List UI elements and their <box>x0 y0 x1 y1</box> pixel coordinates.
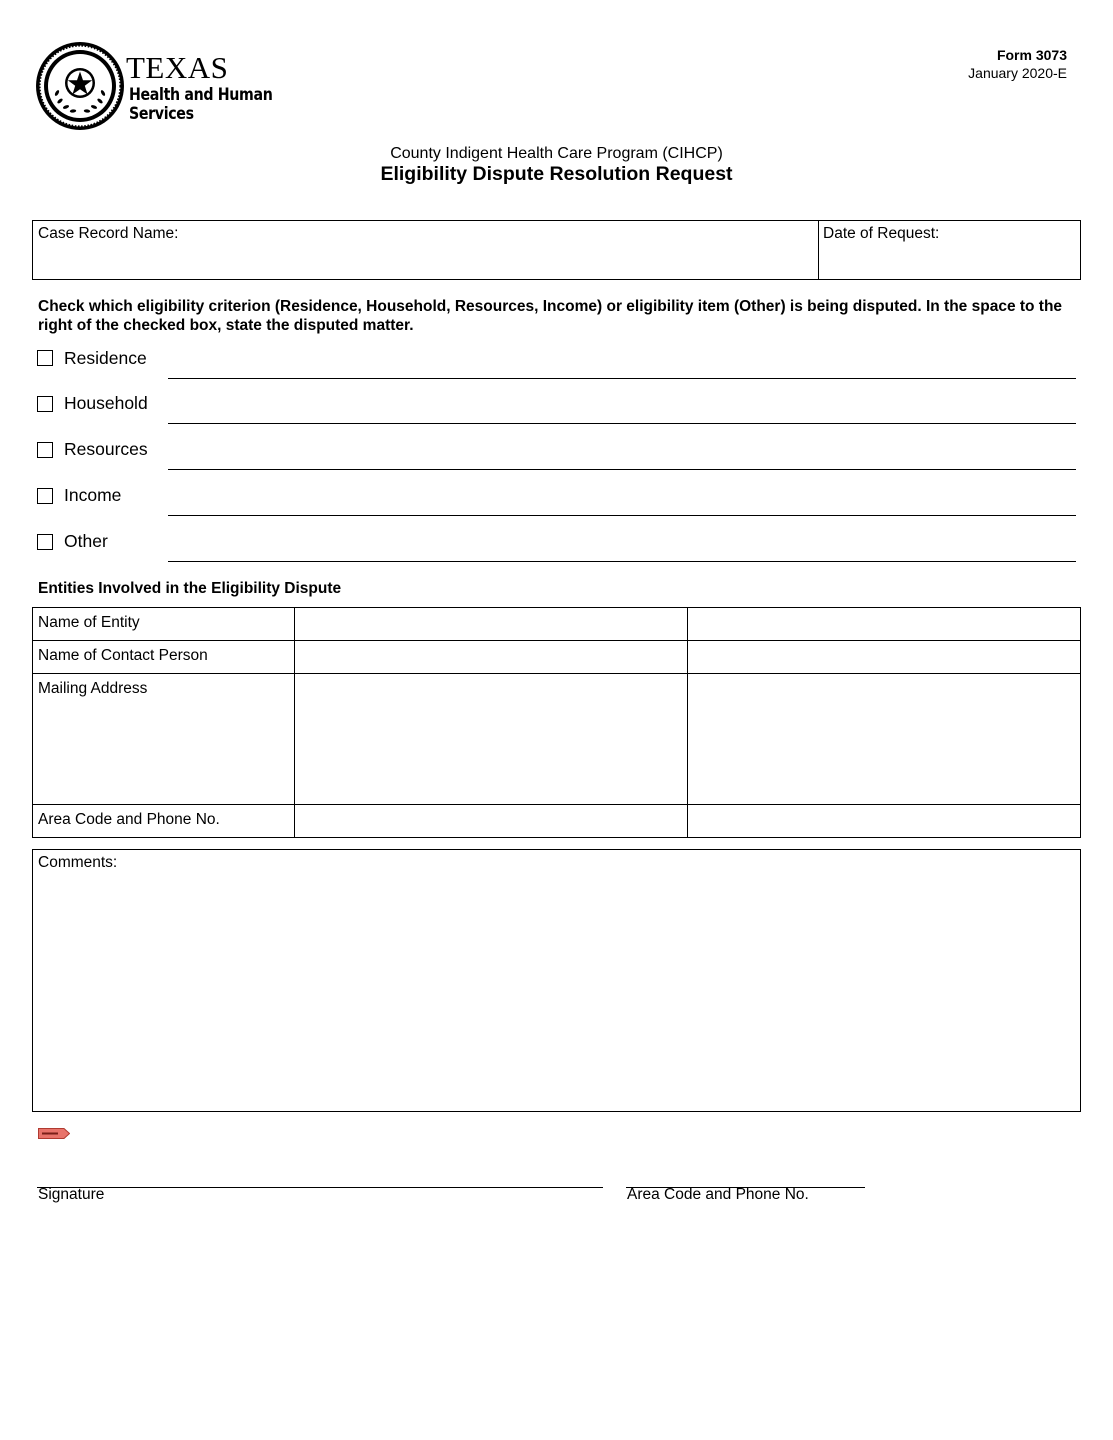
resources-label: Resources <box>64 439 148 459</box>
form-number: Form 3073 <box>996 47 1067 63</box>
case-record-name-field[interactable] <box>36 246 814 276</box>
entity-1-name-field[interactable] <box>295 608 688 641</box>
case-record-divider <box>818 220 819 280</box>
residence-checkbox[interactable] <box>37 350 53 366</box>
sign-here-flag-icon[interactable] <box>38 1128 70 1139</box>
entity-1-contact-field[interactable] <box>295 641 688 674</box>
other-input-line[interactable] <box>168 561 1076 562</box>
entities-table <box>32 607 1081 838</box>
document-title: Eligibility Dispute Resolution Request <box>380 163 733 185</box>
signature-label: Signature <box>38 1186 105 1203</box>
entity-phone-label: Area Code and Phone No. <box>33 805 295 838</box>
household-label: Household <box>64 393 148 413</box>
other-label: Other <box>64 531 108 551</box>
mailing-address-label: Mailing Address <box>33 674 295 805</box>
entity-1-phone-field[interactable] <box>295 805 688 838</box>
date-of-request-label: Date of Request: <box>823 225 940 242</box>
logo-line-2: Services <box>129 104 194 123</box>
residence-input-line[interactable] <box>168 378 1076 379</box>
table-row <box>33 674 1081 805</box>
other-checkbox[interactable] <box>37 534 53 550</box>
instructions-text: Check which eligibility criterion (Residence, Household, Resources, Income) or eligibility item (Other) is being disputed. In the space to the right of the checked box, state the disputed matter. <box>38 298 1063 334</box>
date-of-request-field[interactable] <box>822 246 1076 276</box>
case-record-name-label: Case Record Name: <box>38 225 179 242</box>
logo-line-1: Health and Human <box>129 85 273 104</box>
signature-phone-label: Area Code and Phone No. <box>627 1186 809 1203</box>
entity-2-phone-field[interactable] <box>688 805 1081 838</box>
entities-heading: Entities Involved in the Eligibility Dispute <box>38 580 342 597</box>
income-label: Income <box>64 485 122 505</box>
table-row <box>33 805 1081 838</box>
table-row <box>33 608 1081 641</box>
comments-label: Comments: <box>38 854 118 871</box>
entity-1-address-field[interactable] <box>295 674 688 805</box>
entity-2-contact-field[interactable] <box>688 641 1081 674</box>
form-date: January 2020-E <box>968 65 1067 81</box>
logo-wordmark: TEXAS <box>126 50 229 85</box>
household-checkbox[interactable] <box>37 396 53 412</box>
household-input-line[interactable] <box>168 423 1076 424</box>
hhs-seal-logo <box>35 41 125 131</box>
table-row <box>33 641 1081 674</box>
resources-checkbox[interactable] <box>37 442 53 458</box>
signature-line[interactable] <box>37 1187 603 1188</box>
income-input-line[interactable] <box>168 515 1076 516</box>
entity-name-label: Name of Entity <box>33 608 295 641</box>
comments-field[interactable] <box>36 876 1076 1108</box>
program-title: County Indigent Health Care Program (CIHCP) <box>390 145 723 162</box>
residence-label: Residence <box>64 348 147 368</box>
entity-2-name-field[interactable] <box>688 608 1081 641</box>
entity-2-address-field[interactable] <box>688 674 1081 805</box>
income-checkbox[interactable] <box>37 488 53 504</box>
resources-input-line[interactable] <box>168 469 1076 470</box>
contact-person-label: Name of Contact Person <box>33 641 295 674</box>
